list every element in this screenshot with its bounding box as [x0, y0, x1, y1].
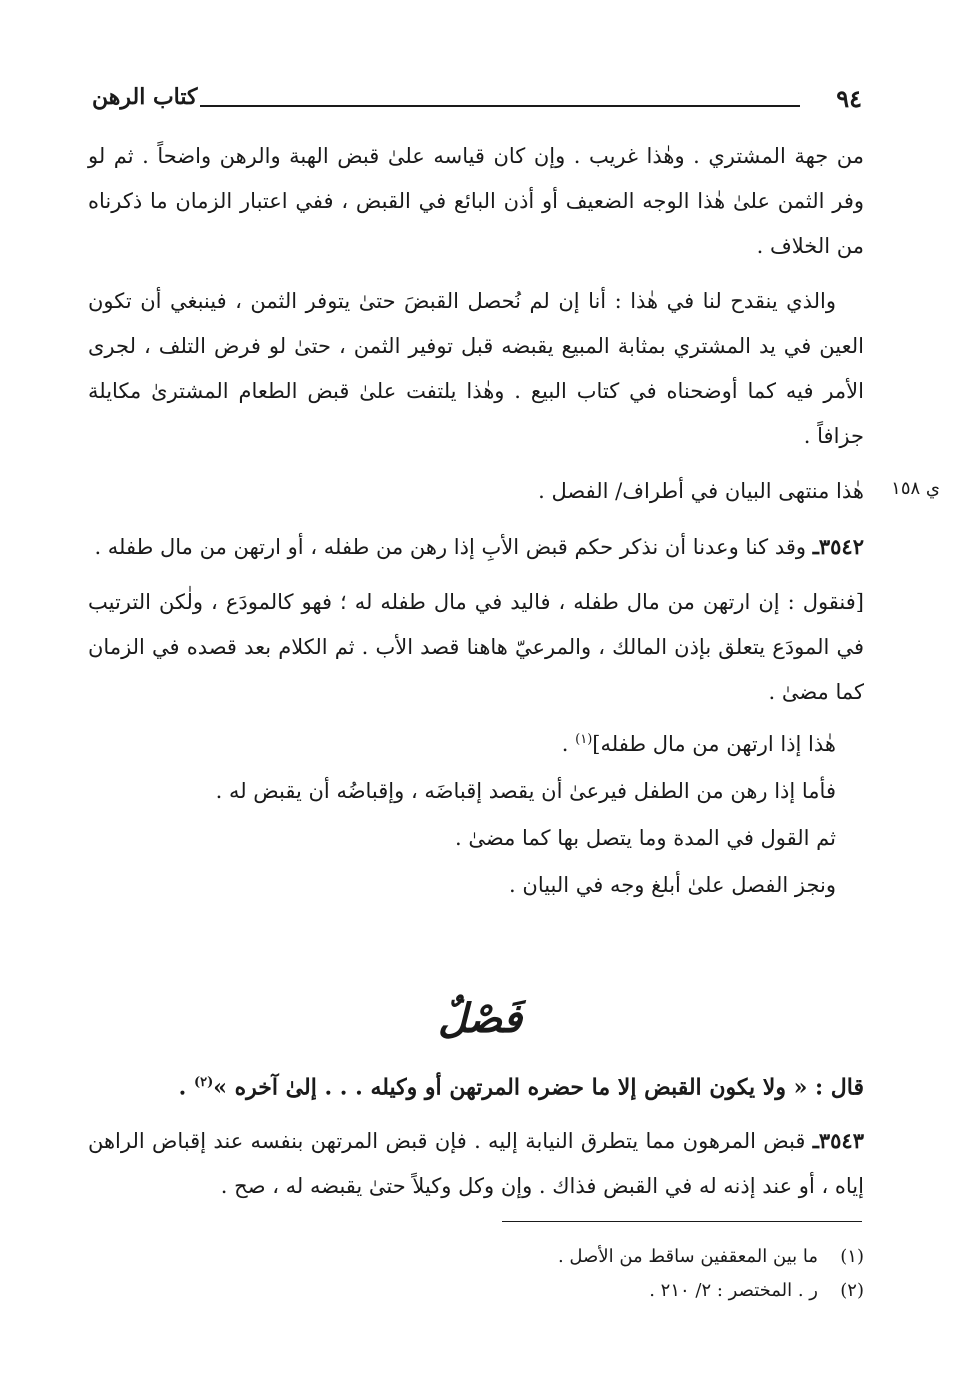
footnotes	[300, 1240, 864, 1308]
numbered-paragraph	[88, 524, 864, 570]
running-title: كتاب الرهن	[92, 84, 198, 110]
footnote-ref: (٢)	[193, 1075, 214, 1090]
paragraph-text: والذي ينقدح لنا في هٰذا : أنا إن لم نُحصل القبضَ حتىٰ يتوفر الثمن ، فينبغي أن تكون العين في يد المشتري بمثابة المبيع يقبضه قبل توفير الثمن ، حتىٰ لو فرض التلف ، لجرى الأمر فيه كما أوضحناه في كتاب البيع . وهٰذا يلتفت علىٰ قبض الطعام المشترىٰ مكايلة جزافاً .	[88, 289, 864, 448]
numbered-paragraph	[88, 1118, 864, 1209]
paragraph	[88, 717, 864, 767]
paragraph-number: ٣٥٤٣ـ	[812, 1128, 864, 1153]
footnote-text: ر . المختصر : ٢/ ٢١٠ .	[649, 1280, 818, 1301]
footnote	[300, 1240, 864, 1274]
footnote-number: (٢)	[840, 1280, 864, 1301]
quoted-text	[88, 1060, 864, 1110]
paragraph	[88, 769, 864, 814]
paragraph-text: [فنقول : إن ارتهن من مال طفله ، فاليد في مال طفله له ؛ فهو كالمودَع ، ولٰكن الترتيب في المودَع يتعلق بإذن المالك ، والمرعيّ هاهنا قصد الأب . ثم الكلام بعد قصده في الزمان كما مضىٰ .	[88, 590, 864, 704]
paragraph	[88, 279, 864, 459]
paragraph-text: هٰذا منتهى البيان في أطراف/ الفصل .	[538, 479, 864, 503]
paragraph-text: ونجز الفصل علىٰ أبلغ وجه في البيان .	[509, 873, 836, 897]
paragraph	[88, 580, 864, 715]
paragraph-text: وقد كنا وعدنا أن نذكر حكم قبض الأبِ إذا رهن من طفله ، أو ارتهن من مال طفله .	[94, 535, 807, 559]
paragraph-number: ٣٥٤٢ـ	[812, 534, 864, 559]
paragraph	[88, 469, 864, 514]
body-text	[88, 134, 864, 910]
footnote-number: (١)	[840, 1246, 864, 1267]
quote-text: قال : « ولا يكون القبض إلا ما حضره المرتهن أو وكيله . . . إلىٰ آخره »	[213, 1074, 864, 1101]
page-header	[92, 84, 862, 120]
paragraph-tail: .	[561, 732, 576, 756]
footnote-rule	[502, 1221, 862, 1222]
paragraph	[88, 816, 864, 861]
section-heading-calligraphy: فَصْلٌ	[437, 995, 523, 1042]
paragraph-text: ثم القول في المدة وما يتصل بها كما مضىٰ .	[455, 826, 836, 850]
header-rule	[200, 105, 800, 107]
footnote-text: ما بين المعقفين ساقط من الأصل .	[557, 1246, 818, 1267]
quote-tail: .	[178, 1074, 194, 1101]
paragraph-text: من جهة المشتري . وهٰذا غريب . وإن كان قياسه علىٰ قبض الهبة والرهن واضحاً . ثم لو وفر الثمن علىٰ هٰذا الوجه الضعيف أو أذن البائع في القبض ، ففي اعتبار الزمان ما ذكرناه من الخلاف .	[88, 144, 864, 258]
page-number: ٩٤	[836, 84, 862, 113]
paragraph	[88, 134, 864, 269]
footnote	[300, 1274, 864, 1308]
paragraph-text: فأما إذا رهن من الطفل فيرعىٰ أن يقصد إقباضَه ، وإقباضُه أن يقبض له .	[215, 779, 836, 803]
margin-folio-note: ي ١٥٨	[891, 478, 940, 499]
paragraph-text: قبض المرهون مما يتطرق النيابة إليه . فإن قبض المرتهن بنفسه عند إقباض الراهن إياه ، أو عند إذنه له في القبض فذاك . وإن وكل وكيلاً حتىٰ يقبضه له ، صح .	[88, 1129, 864, 1198]
paragraph-text: هٰذا إذا ارتهن من مال طفله]	[592, 732, 836, 756]
paragraph	[88, 863, 864, 908]
footnote-ref: (١)	[575, 732, 593, 747]
